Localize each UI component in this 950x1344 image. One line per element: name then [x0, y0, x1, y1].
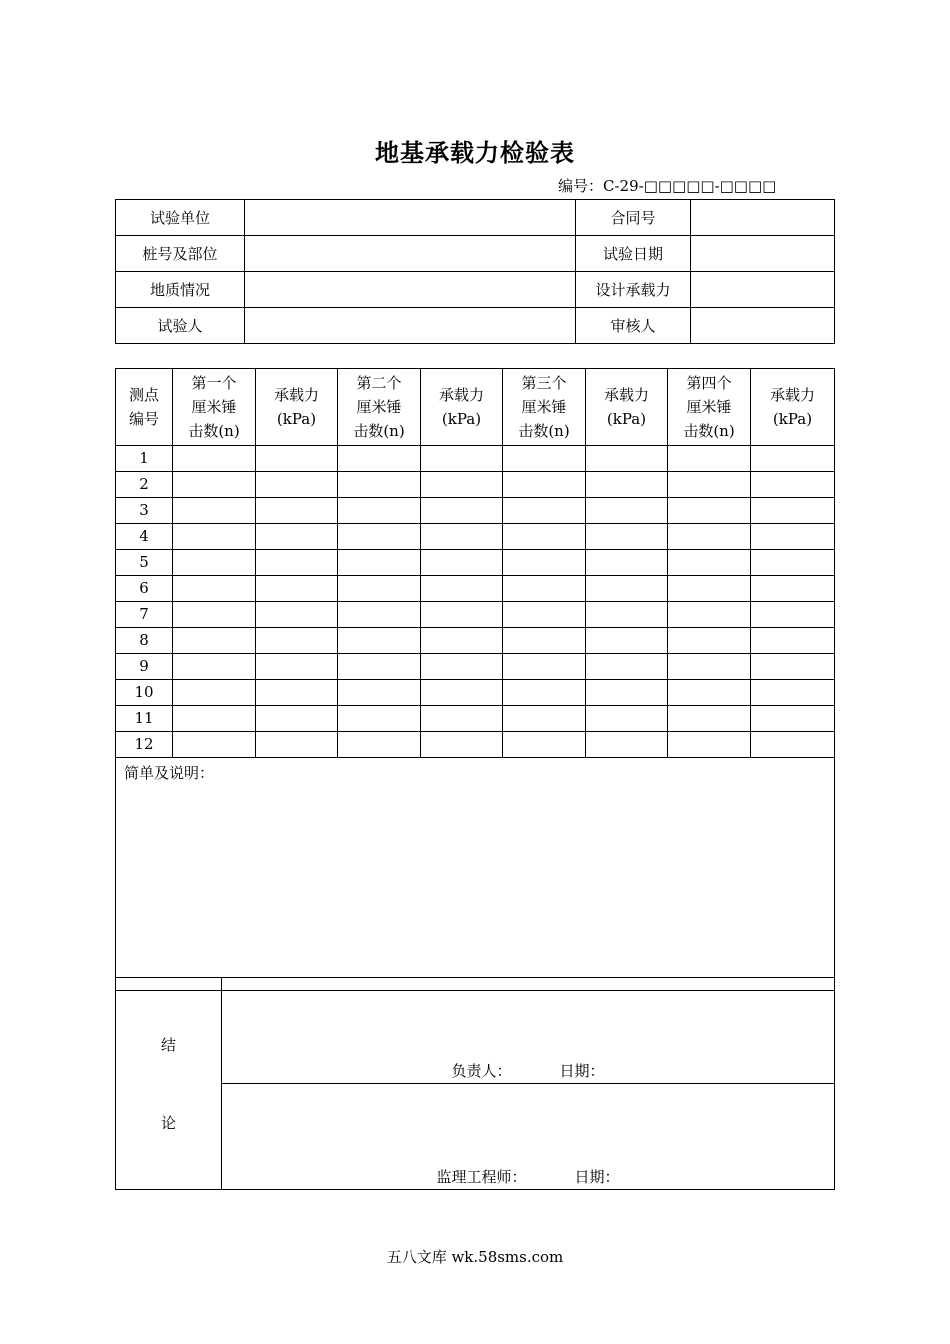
data-cell[interactable] [751, 706, 835, 732]
data-cell[interactable] [586, 706, 668, 732]
point-number: 1 [116, 446, 173, 472]
data-cell[interactable] [586, 524, 668, 550]
data-cell[interactable] [586, 732, 668, 758]
column-header-line: 击数(n) [353, 422, 405, 440]
data-cell[interactable] [173, 706, 256, 732]
point-number: 7 [116, 602, 173, 628]
pile-location-value[interactable] [245, 236, 576, 272]
table-row [116, 654, 835, 680]
page-title: 地基承载力检验表 [375, 138, 575, 167]
data-cell[interactable] [173, 602, 256, 628]
data-cell[interactable] [256, 680, 338, 706]
data-cell[interactable] [586, 472, 668, 498]
data-cell[interactable] [751, 524, 835, 550]
column-header-line: 承载力 [769, 386, 815, 404]
column-header-2 [256, 369, 338, 446]
table-row [116, 446, 835, 472]
data-cell[interactable] [256, 602, 338, 628]
design-capacity-value[interactable] [691, 272, 835, 308]
point-number: 12 [116, 732, 173, 758]
data-cell[interactable] [173, 498, 256, 524]
column-header-line: 承载力 [438, 386, 484, 404]
data-cell[interactable] [421, 628, 503, 654]
column-header-line: 厘米锤 [191, 398, 237, 416]
test-unit-label: 试验单位 [116, 200, 245, 236]
column-header-line: (kPa) [772, 410, 813, 428]
column-header-line: 第三个 [521, 374, 567, 392]
data-cell[interactable] [338, 498, 421, 524]
data-cell[interactable] [668, 550, 751, 576]
table-row [116, 472, 835, 498]
data-cell[interactable] [421, 654, 503, 680]
data-cell[interactable] [173, 654, 256, 680]
data-cell[interactable] [751, 732, 835, 758]
point-number: 6 [116, 576, 173, 602]
tester-value[interactable] [245, 308, 576, 344]
column-header-line: (kPa) [606, 410, 647, 428]
data-cell[interactable] [421, 446, 503, 472]
point-number: 8 [116, 628, 173, 654]
data-cell[interactable] [503, 472, 586, 498]
data-cell[interactable] [586, 602, 668, 628]
data-cell[interactable] [668, 732, 751, 758]
test-unit-value[interactable] [245, 200, 576, 236]
data-cell[interactable] [338, 654, 421, 680]
data-cell[interactable] [173, 680, 256, 706]
data-cell[interactable] [586, 550, 668, 576]
date-label-2: 日期： [574, 1168, 620, 1186]
column-header-line: 厘米锤 [521, 398, 567, 416]
data-cell[interactable] [668, 654, 751, 680]
data-cell[interactable] [256, 550, 338, 576]
column-header-line: 击数(n) [518, 422, 570, 440]
data-cell[interactable] [503, 602, 586, 628]
table-row [116, 576, 835, 602]
test-data-table [115, 368, 835, 991]
data-cell[interactable] [421, 472, 503, 498]
data-cell[interactable] [751, 680, 835, 706]
point-number: 10 [116, 680, 173, 706]
column-header-line: (kPa) [276, 410, 317, 428]
point-number: 9 [116, 654, 173, 680]
point-number: 5 [116, 550, 173, 576]
column-header-6 [586, 369, 668, 446]
reviewer-label: 审核人 [576, 308, 691, 344]
conclusion-table [115, 977, 835, 1190]
document-number: 编号：C-29-□□□□□-□□□□ [558, 177, 777, 195]
pile-location-label: 桩号及部位 [116, 236, 245, 272]
responsible-label: 负责人： [451, 1062, 512, 1080]
data-cell[interactable] [751, 602, 835, 628]
data-cell[interactable] [668, 576, 751, 602]
data-cell[interactable] [751, 654, 835, 680]
column-header-7 [668, 369, 751, 446]
column-header-line: 第一个 [191, 374, 237, 392]
footer-watermark: 五八文库 wk.58sms.com [386, 1248, 564, 1266]
data-cell[interactable] [668, 498, 751, 524]
reviewer-value[interactable] [691, 308, 835, 344]
data-cell[interactable] [668, 680, 751, 706]
conclusion-supervisor-cell[interactable] [222, 1084, 835, 1190]
table-header-row [116, 369, 835, 446]
column-header-1 [173, 369, 256, 446]
column-header-4 [421, 369, 503, 446]
data-cell[interactable] [751, 472, 835, 498]
tester-label: 试验人 [116, 308, 245, 344]
data-cell[interactable] [173, 628, 256, 654]
column-header-line: (kPa) [441, 410, 482, 428]
data-cell[interactable] [751, 628, 835, 654]
data-cell[interactable] [338, 706, 421, 732]
data-cell[interactable] [421, 550, 503, 576]
column-header-5 [503, 369, 586, 446]
geology-value[interactable] [245, 272, 576, 308]
data-cell[interactable] [421, 576, 503, 602]
data-cell[interactable] [256, 732, 338, 758]
data-cell[interactable] [173, 732, 256, 758]
data-cell[interactable] [503, 732, 586, 758]
data-cell[interactable] [503, 446, 586, 472]
data-cell[interactable] [256, 654, 338, 680]
table-row [116, 550, 835, 576]
contract-no-value[interactable] [691, 200, 835, 236]
data-cell[interactable] [586, 654, 668, 680]
data-cell[interactable] [338, 446, 421, 472]
remarks-label: 简单及说明： [124, 764, 215, 782]
date-label-1: 日期： [559, 1062, 605, 1080]
data-cell[interactable] [173, 446, 256, 472]
test-date-value[interactable] [691, 236, 835, 272]
contract-no-label: 合同号 [576, 200, 691, 236]
column-header-line: 测点 [128, 386, 159, 404]
data-cell[interactable] [256, 628, 338, 654]
column-header-line: 厘米锤 [686, 398, 732, 416]
data-cell[interactable] [338, 550, 421, 576]
remarks-cell[interactable] [116, 758, 835, 991]
column-header-line: 承载力 [603, 386, 649, 404]
data-cell[interactable] [668, 602, 751, 628]
data-cell[interactable] [751, 446, 835, 472]
data-cell[interactable] [256, 498, 338, 524]
conclusion-label-bottom: 论 [160, 1113, 176, 1132]
data-cell[interactable] [173, 550, 256, 576]
test-date-label: 试验日期 [576, 236, 691, 272]
data-cell[interactable] [421, 524, 503, 550]
table-row [116, 732, 835, 758]
conclusion-label-top: 结 [160, 1035, 176, 1054]
data-cell[interactable] [586, 446, 668, 472]
table-row [116, 602, 835, 628]
data-cell[interactable] [503, 498, 586, 524]
data-cell[interactable] [668, 706, 751, 732]
column-header-line: 第二个 [356, 374, 402, 392]
data-cell[interactable] [586, 498, 668, 524]
point-number: 3 [116, 498, 173, 524]
data-cell[interactable] [503, 654, 586, 680]
point-number: 11 [116, 706, 173, 732]
data-cell[interactable] [338, 524, 421, 550]
data-cell[interactable] [256, 472, 338, 498]
point-number: 4 [116, 524, 173, 550]
data-cell[interactable] [421, 498, 503, 524]
data-cell[interactable] [668, 628, 751, 654]
data-cell[interactable] [503, 706, 586, 732]
data-cell[interactable] [668, 524, 751, 550]
column-header-line: 击数(n) [683, 422, 735, 440]
info-table [115, 199, 835, 344]
data-cell[interactable] [503, 576, 586, 602]
data-cell[interactable] [256, 706, 338, 732]
table-row [116, 706, 835, 732]
data-cell[interactable] [421, 706, 503, 732]
data-cell[interactable] [668, 446, 751, 472]
column-header-line: 第四个 [686, 374, 732, 392]
column-header-0 [116, 369, 173, 446]
design-capacity-label: 设计承载力 [576, 272, 691, 308]
data-cell[interactable] [338, 628, 421, 654]
data-cell[interactable] [338, 576, 421, 602]
data-cell[interactable] [338, 602, 421, 628]
column-header-line: 编号 [128, 410, 159, 428]
data-cell[interactable] [338, 680, 421, 706]
table-row [116, 498, 835, 524]
column-header-line: 厘米锤 [356, 398, 402, 416]
data-cell[interactable] [256, 446, 338, 472]
data-cell[interactable] [586, 628, 668, 654]
data-cell[interactable] [751, 576, 835, 602]
data-cell[interactable] [173, 472, 256, 498]
data-cell[interactable] [338, 732, 421, 758]
data-cell[interactable] [173, 524, 256, 550]
data-cell[interactable] [751, 550, 835, 576]
table-row [116, 628, 835, 654]
data-cell[interactable] [668, 472, 751, 498]
data-cell[interactable] [586, 680, 668, 706]
column-header-8 [751, 369, 835, 446]
column-header-line: 击数(n) [188, 422, 240, 440]
data-cell[interactable] [421, 680, 503, 706]
table-row [116, 680, 835, 706]
data-cell[interactable] [751, 498, 835, 524]
supervisor-label: 监理工程师： [436, 1168, 527, 1186]
data-cell[interactable] [173, 576, 256, 602]
data-cell[interactable] [503, 628, 586, 654]
conclusion-responsible-cell[interactable] [222, 978, 835, 1084]
data-cell[interactable] [503, 550, 586, 576]
data-cell[interactable] [503, 524, 586, 550]
column-header-line: 承载力 [273, 386, 319, 404]
data-cell[interactable] [586, 576, 668, 602]
column-header-3 [338, 369, 421, 446]
data-cell[interactable] [338, 472, 421, 498]
conclusion-label [116, 978, 222, 1190]
data-cell[interactable] [421, 732, 503, 758]
data-cell[interactable] [256, 576, 338, 602]
table-row [116, 524, 835, 550]
data-cell[interactable] [503, 680, 586, 706]
point-number: 2 [116, 472, 173, 498]
geology-label: 地质情况 [116, 272, 245, 308]
data-cell[interactable] [256, 524, 338, 550]
data-cell[interactable] [421, 602, 503, 628]
